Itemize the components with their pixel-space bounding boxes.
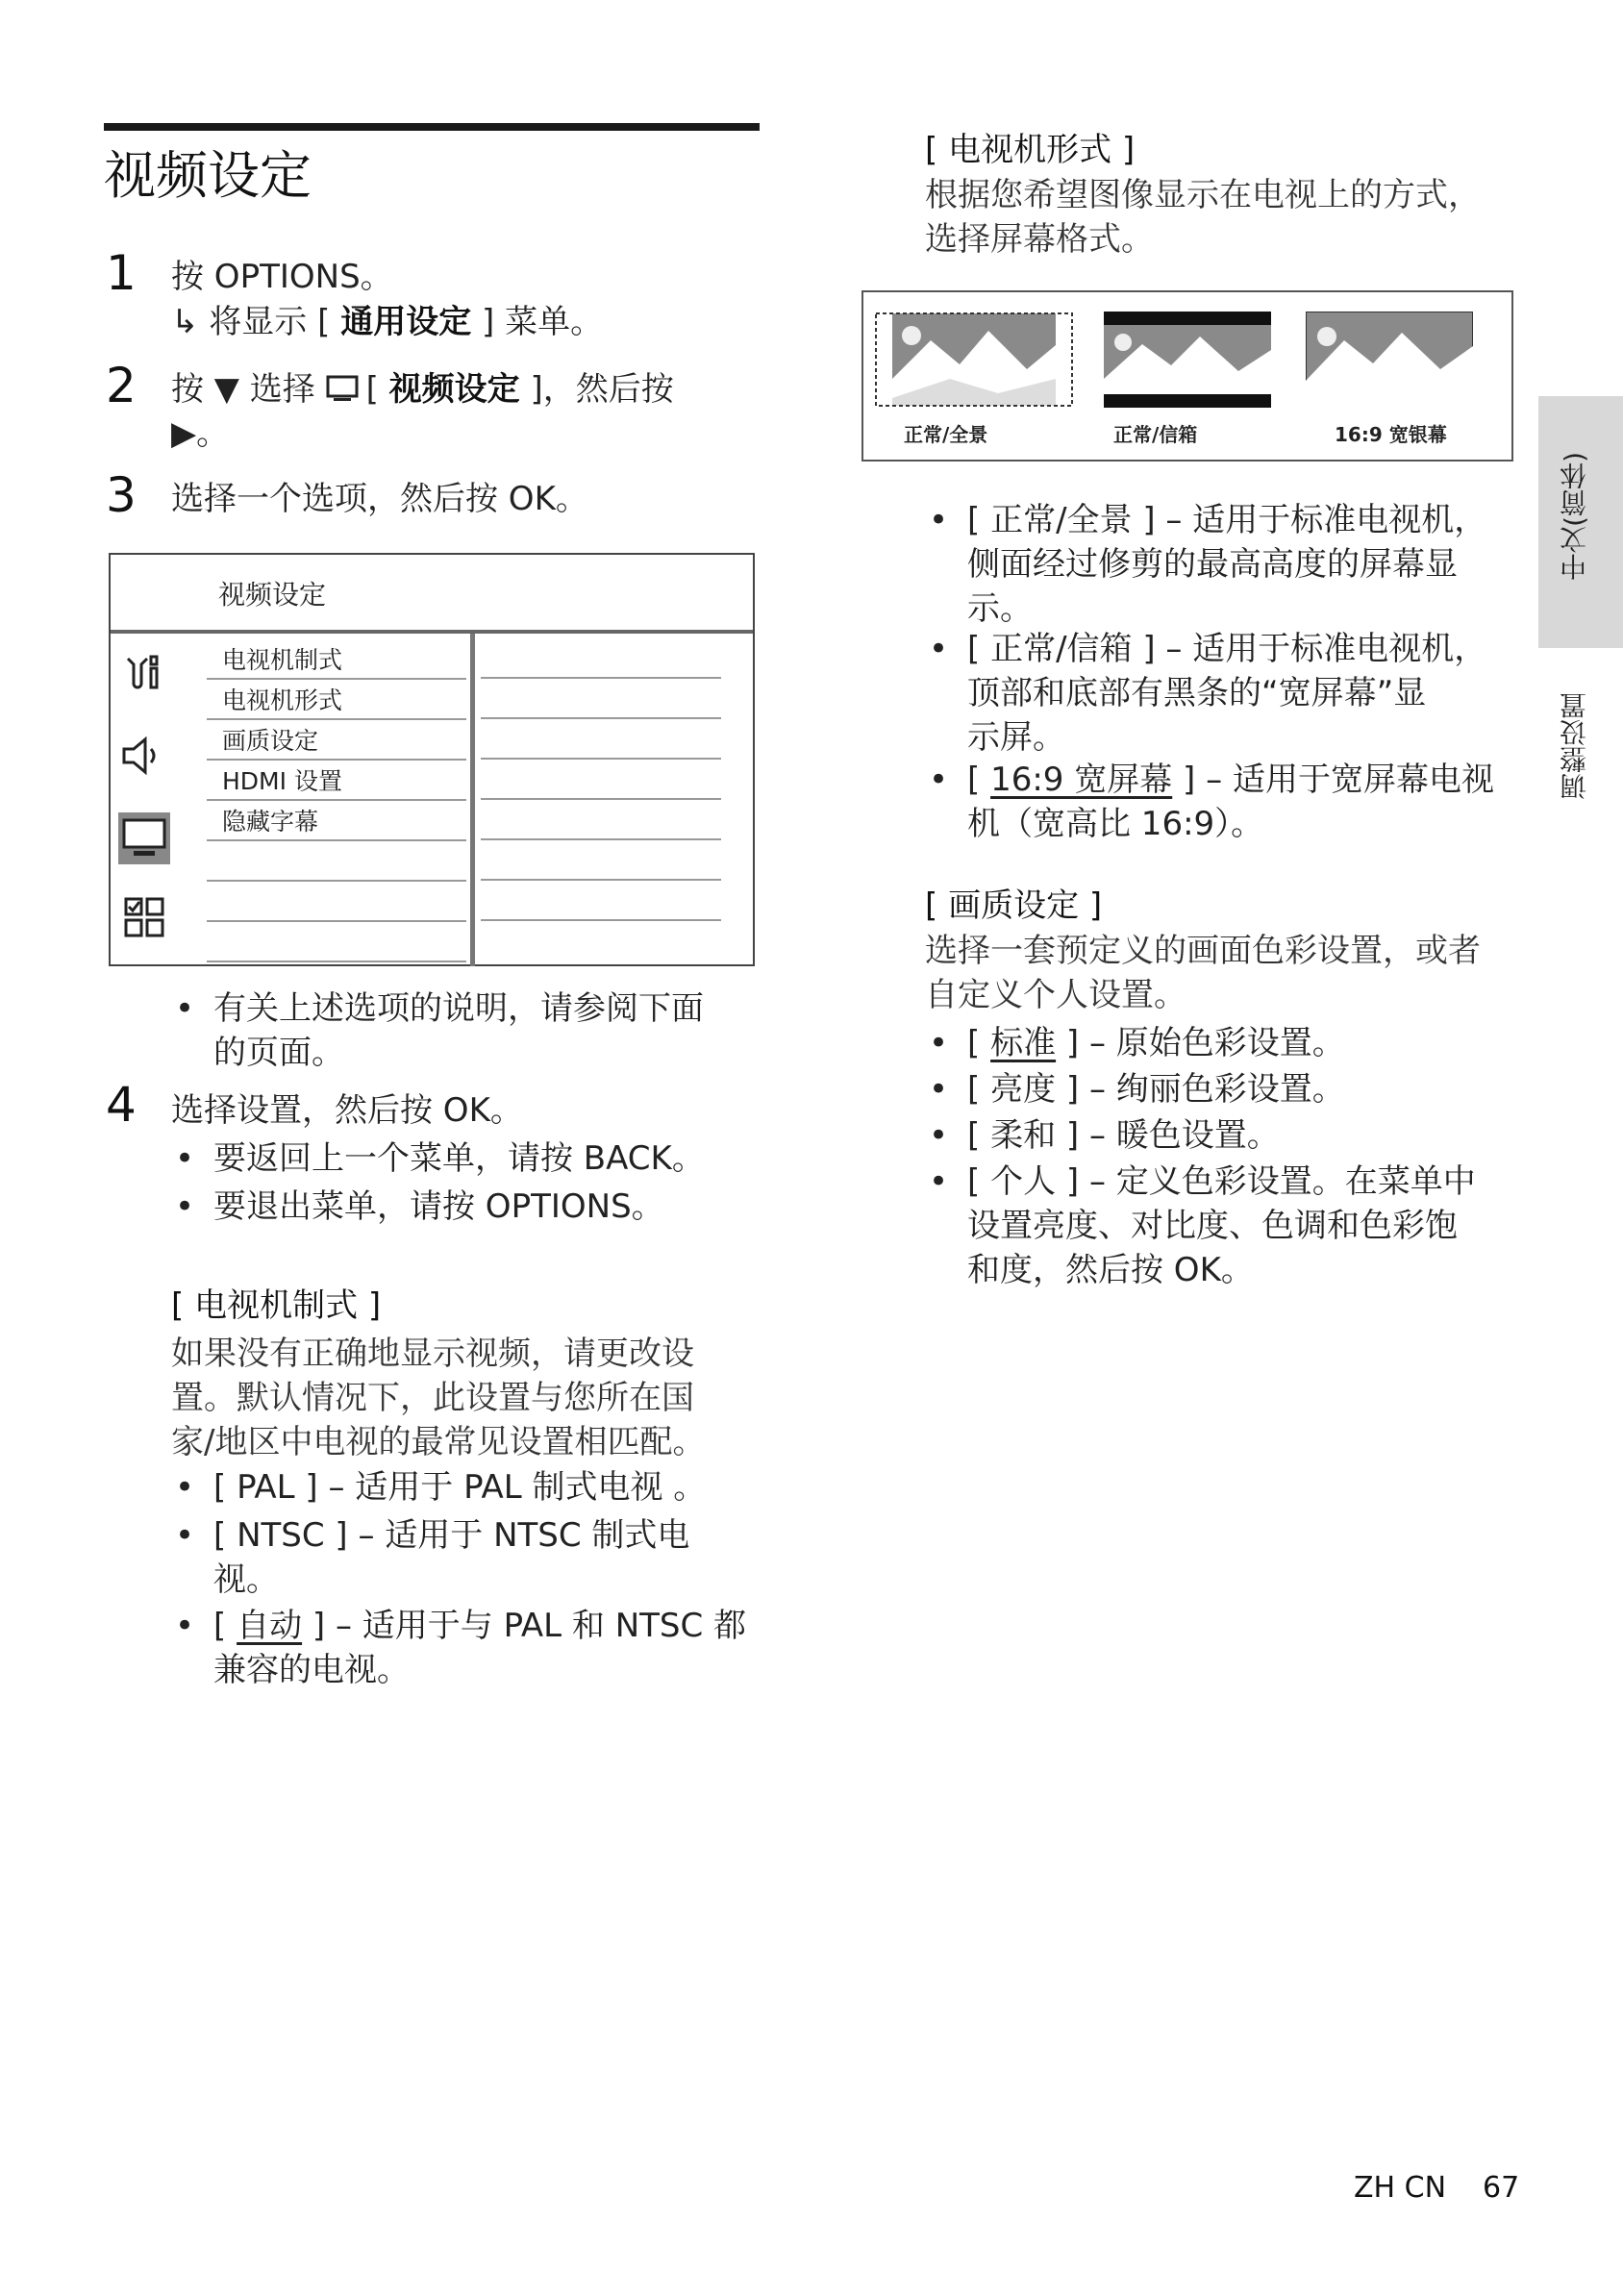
menu-icon-column [111,634,178,966]
letterbox-image [1104,312,1271,408]
side-tab-setup-label[interactable]: 调整设置 [1559,692,1590,800]
step-number-1: 1 [106,245,137,301]
note-bullet: • 有关上述选项的说明，请参阅下面 的页面。 [175,989,704,1072]
tv-system-option-pal: • [ PAL ] – 适用于 PAL 制式电视 。 [175,1468,707,1507]
tv-system-option-ntsc: • [ NTSC ] – 适用于 NTSC 制式电 视。 [175,1516,690,1599]
side-tab-language-label: 中文(简体) [1559,452,1590,581]
menu-item-tv-system[interactable]: 电视机制式 [207,639,466,680]
step-4-bullet-back: • 要返回上一个菜单，请按 BACK。 [175,1139,705,1178]
label-pan-scan: 正常/全景 [904,423,988,446]
menu-item-hdmi-setup[interactable]: HDMI 设置 [207,761,466,801]
tv-system-option-auto: • [ 自动 ] – 适用于与 PAL 和 NTSC 都 兼容的电视。 [175,1607,747,1689]
preferences-grid-icon[interactable] [118,891,170,943]
step-number-4: 4 [106,1077,137,1133]
menu-item-empty [207,841,466,882]
menu-value-line [481,879,721,881]
monitor-icon [326,375,359,404]
menu-value-line [481,717,721,719]
tv-display-heading: [ 电视机形式 ] [925,131,1136,169]
picture-settings-heading: [ 画质设定 ] [925,886,1103,925]
footer-language: ZH CN [1354,2171,1447,2205]
step-1-text: 按 OPTIONS。 [171,258,393,296]
screen-format-illustration [861,290,1513,462]
menu-value-line [481,677,721,679]
label-letterbox: 正常/信箱 [1113,423,1198,446]
picture-option-cool: • [ 柔和 ] – 暖色设置。 [929,1116,1280,1155]
menu-item-empty [207,922,466,962]
speaker-icon[interactable] [118,730,170,782]
step-1-result: ↳ 将显示 [ 通用设定 ] 菜单。 [171,303,604,341]
result-arrow-icon: ↳ [171,303,199,341]
tv-display-option-letterbox: • [ 正常/信箱 ] – 适用于标准电视机， 顶部和底部有黑条的“宽屏幕”显 示屏。 [929,630,1487,757]
step-2-text: 按 ▼ 选择 [ 视频设定 ]，然后按 [171,370,674,409]
video-settings-menu [109,553,755,966]
menu-item-tv-display[interactable]: 电视机形式 [207,680,466,720]
pan-scan-image [873,312,1075,408]
video-monitor-icon[interactable] [118,812,170,864]
menu-item-picture-settings[interactable]: 画质设定 [207,720,466,761]
widescreen-image [1306,312,1473,408]
picture-settings-description: 选择一套预定义的画面色彩设置，或者 自定义个人设置。 [925,932,1481,1014]
tv-display-option-widescreen: • [ 16:9 宽屏幕 ] – 适用于宽屏幕电视 机（宽高比 16:9）。 [929,761,1494,843]
menu-value-line [481,758,721,760]
step-2-text-cont: ▶。 [171,414,230,453]
step-number-2: 2 [106,358,137,413]
menu-item-closed-caption[interactable]: 隐藏字幕 [207,801,466,841]
page-number: 67 [1483,2171,1520,2205]
picture-option-standard: • [ 标准 ] – 原始色彩设置。 [929,1024,1345,1062]
tv-display-option-pan-scan: • [ 正常/全景 ] – 适用于标准电视机， 侧面经过修剪的最高高度的屏幕显 示。 [929,501,1487,628]
tv-system-heading: [ 电视机制式 ] [171,1286,382,1325]
menu-value-line [481,798,721,800]
step-4-text: 选择设置，然后按 OK。 [171,1091,523,1130]
label-widescreen: 16:9 宽银幕 [1335,423,1447,446]
tv-system-description: 如果没有正确地显示视频，请更改设 置。默认情况下，此设置与您所在国 家/地区中电视的最常见设置相匹配。 [171,1335,706,1461]
title-rule [104,123,760,131]
menu-divider [470,634,475,966]
tv-display-description: 根据您希望图像显示在电视上的方式， 选择屏幕格式。 [925,176,1481,259]
step-number-3: 3 [106,467,137,523]
page-title: 视频设定 [104,145,312,206]
menu-header: 视频设定 [111,555,753,634]
menu-value-line [481,838,721,840]
picture-option-vivid: • [ 亮度 ] – 绚丽色彩设置。 [929,1070,1345,1109]
step-4-bullet-exit: • 要退出菜单，请按 OPTIONS。 [175,1187,664,1226]
menu-value-line [481,919,721,921]
menu-item-empty [207,882,466,922]
picture-option-personal: • [ 个人 ] – 定义色彩设置。在菜单中 设置亮度、对比度、色调和色彩饱 和度，然后按 OK。 [929,1162,1476,1289]
step-3-text: 选择一个选项，然后按 OK。 [171,480,588,518]
tools-icon[interactable] [118,647,170,699]
